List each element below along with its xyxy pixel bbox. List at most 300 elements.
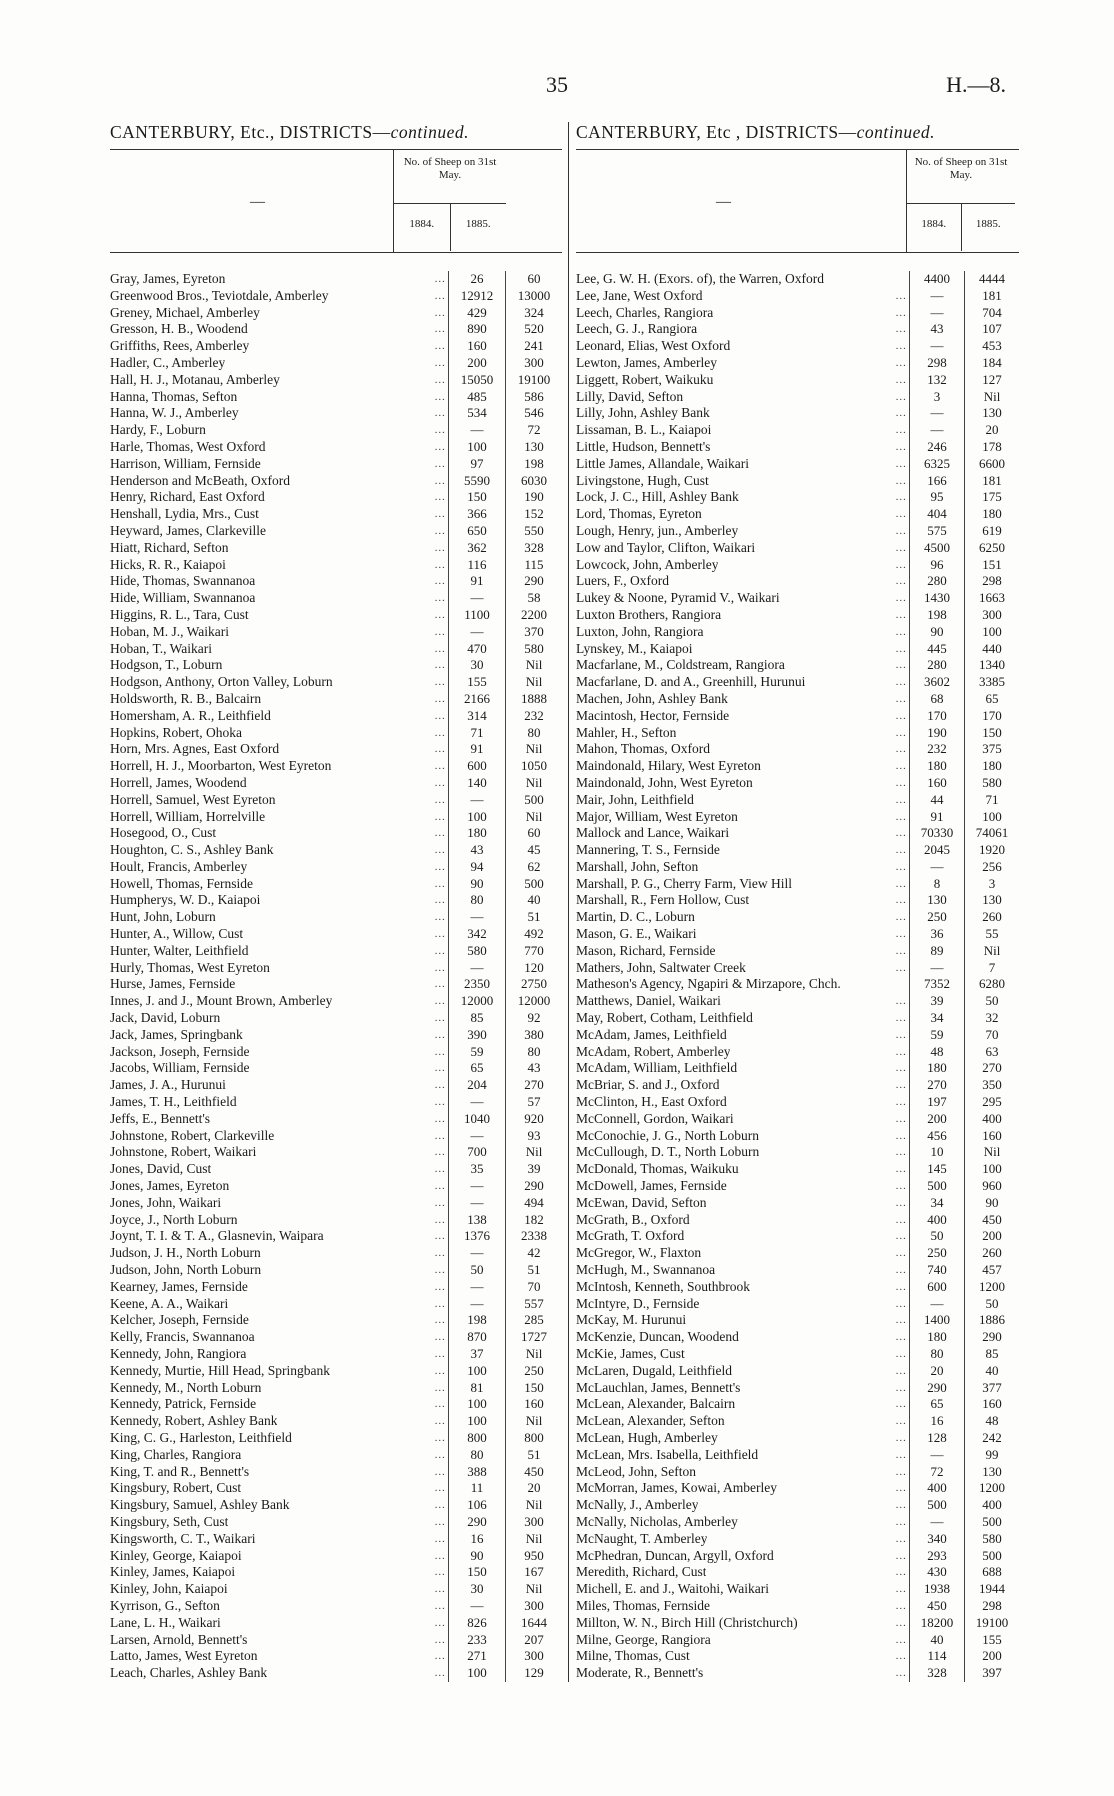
sheep-1885: 20 <box>964 422 1019 439</box>
sheep-1884: 65 <box>448 1060 505 1077</box>
sheep-1885: 377 <box>964 1380 1019 1397</box>
sheep-1884: — <box>909 422 964 439</box>
table-row <box>576 1128 1019 1145</box>
owner-name: Kingsbury, Samuel, Ashley Bank <box>110 1497 290 1513</box>
table-row <box>110 842 562 859</box>
sheep-1885: 400 <box>964 1111 1019 1128</box>
sheep-1884: 50 <box>448 1262 505 1279</box>
leader-dots: … <box>892 340 909 353</box>
owner-name: Milne, Thomas, Cust <box>576 1648 690 1664</box>
owner-name: Liggett, Robert, Waikuku <box>576 371 714 387</box>
sheep-1884: 96 <box>909 557 964 574</box>
owner-name: McKay, M. Hurunui <box>576 1312 687 1328</box>
owner-name: Houghton, C. S., Ashley Bank <box>110 842 274 858</box>
owner-name: Lewton, James, Amberley <box>576 354 717 370</box>
leader-dots: … <box>431 306 448 319</box>
leader-dots: … <box>431 608 448 621</box>
owner-name: Hopkins, Robert, Ohoka <box>110 724 242 740</box>
leader-dots: … <box>892 1616 909 1629</box>
leader-dots: … <box>431 625 448 638</box>
table-row <box>110 590 562 607</box>
owner-name: McLaren, Dugald, Leithfield <box>576 1362 732 1378</box>
table-row <box>110 355 562 372</box>
sheep-1885: 178 <box>964 439 1019 456</box>
table-row <box>110 775 562 792</box>
table-row <box>110 1027 562 1044</box>
sheep-1885: 93 <box>505 1128 562 1145</box>
sheep-1885: 1050 <box>505 758 562 775</box>
sheep-1885: 92 <box>505 1010 562 1027</box>
owner-name: Kennedy, Robert, Ashley Bank <box>110 1413 278 1429</box>
owner-name: Meredith, Richard, Cust <box>576 1564 707 1580</box>
sheep-1885: 57 <box>505 1094 562 1111</box>
sheep-1884: 91 <box>448 573 505 590</box>
leader-dots: … <box>431 575 448 588</box>
owner-name: Luers, F., Oxford <box>576 573 670 589</box>
owner-name: Lilly, John, Ashley Bank <box>576 405 710 421</box>
owner-name: Latto, James, West Eyreton <box>110 1648 258 1664</box>
sheep-1884: 430 <box>909 1564 964 1581</box>
leader-dots: … <box>431 1398 448 1411</box>
owner-name: Lissaman, B. L., Kaiapoi <box>576 422 712 438</box>
sheep-1884: 140 <box>448 775 505 792</box>
sheep-1885: Nil <box>505 1531 562 1548</box>
sheep-1884: 180 <box>909 1329 964 1346</box>
sheep-1884: 340 <box>909 1531 964 1548</box>
sheep-1885: 450 <box>964 1212 1019 1229</box>
sheep-1884: 6325 <box>909 456 964 473</box>
table-row <box>576 1548 1019 1565</box>
sheep-1884: 90 <box>448 1548 505 1565</box>
table-row <box>110 1548 562 1565</box>
owner-name: Lukey & Noone, Pyramid V., Waikari <box>576 590 780 606</box>
sheep-1884: 270 <box>909 1077 964 1094</box>
owner-name: Little, Hudson, Bennett's <box>576 438 711 454</box>
sheep-1884: 232 <box>909 741 964 758</box>
leader-dots: … <box>892 1045 909 1058</box>
table-row <box>110 422 562 439</box>
sheep-1885: Nil <box>505 674 562 691</box>
owner-name: Hadler, C., Amberley <box>110 354 226 370</box>
sheep-1884: 1938 <box>909 1581 964 1598</box>
leader-dots: … <box>892 1499 909 1512</box>
sheep-1884: 342 <box>448 926 505 943</box>
table-row <box>110 321 562 338</box>
owner-name: Keene, A. A., Waikari <box>110 1295 229 1311</box>
sheep-1884: 246 <box>909 439 964 456</box>
leader-dots: … <box>431 1465 448 1478</box>
sheep-1885: 62 <box>505 859 562 876</box>
sheep-1884: 70330 <box>909 825 964 842</box>
owner-name: Harle, Thomas, West Oxford <box>110 438 266 454</box>
sheep-1885: 300 <box>505 355 562 372</box>
sheep-1885: 375 <box>964 741 1019 758</box>
sheep-1885: 285 <box>505 1312 562 1329</box>
leader-dots: … <box>892 1465 909 1478</box>
leader-dots: … <box>431 1062 448 1075</box>
table-row <box>110 758 562 775</box>
owner-name: McGrath, T. Oxford <box>576 1228 685 1244</box>
leader-dots: … <box>431 844 448 857</box>
sheep-1885: 260 <box>964 1245 1019 1262</box>
sheep-1884: 575 <box>909 523 964 540</box>
sheep-1885: 520 <box>505 321 562 338</box>
owner-name: McKenzie, Duncan, Woodend <box>576 1329 739 1345</box>
leader-dots: … <box>892 894 909 907</box>
owner-name: Kingsbury, Robert, Cust <box>110 1480 242 1496</box>
owner-name: Humpherys, W. D., Kaiapoi <box>110 892 261 908</box>
year-1884-header: 1884. <box>907 204 962 251</box>
leader-dots: … <box>892 911 909 924</box>
sheep-1885: 2750 <box>505 976 562 993</box>
sheep-1885: 6280 <box>964 976 1019 993</box>
sheep-1885: 298 <box>964 1598 1019 1615</box>
table-row <box>576 976 1019 993</box>
sheep-1884: — <box>909 1514 964 1531</box>
leader-dots: … <box>431 323 448 336</box>
sheep-1884: 90 <box>909 624 964 641</box>
owner-name: Lough, Henry, jun., Amberley <box>576 522 739 538</box>
leader-dots: … <box>431 390 448 403</box>
sheep-1884: 826 <box>448 1615 505 1632</box>
sheep-1884: 94 <box>448 859 505 876</box>
owner-name: Henry, Richard, East Oxford <box>110 489 265 505</box>
table-row <box>110 1480 562 1497</box>
table-row <box>110 1632 562 1649</box>
sheep-1885: 380 <box>505 1027 562 1044</box>
leader-dots: … <box>431 474 448 487</box>
owner-name: McKie, James, Cust <box>576 1346 685 1361</box>
table-row <box>576 1464 1019 1481</box>
table-row <box>110 288 562 305</box>
sheep-1885: 290 <box>964 1329 1019 1346</box>
sheep-1884: 26 <box>448 271 505 288</box>
leader-dots: … <box>892 608 909 621</box>
table-row <box>576 1648 1019 1665</box>
owner-name: Lynskey, M., Kaiapoi <box>576 640 693 656</box>
leader-dots: … <box>892 508 909 521</box>
sheep-1885: 100 <box>964 1161 1019 1178</box>
sheep-1884: 404 <box>909 506 964 523</box>
owner-name: McGrath, B., Oxford <box>576 1211 690 1227</box>
sheep-1884: 16 <box>448 1531 505 1548</box>
table-row <box>110 1648 562 1665</box>
sheep-1884: — <box>448 792 505 809</box>
table-row <box>576 657 1019 674</box>
leader-dots: … <box>431 440 448 453</box>
leader-dots: … <box>892 1650 909 1663</box>
leader-dots: … <box>892 642 909 655</box>
sheep-1884: 600 <box>909 1279 964 1296</box>
owner-name: Hide, Thomas, Swannanoa <box>110 573 256 589</box>
table-row <box>576 372 1019 389</box>
leader-dots: … <box>892 1549 909 1562</box>
leader-dots: … <box>892 1482 909 1495</box>
sheep-1884: 2166 <box>448 691 505 708</box>
leader-dots: … <box>892 1213 909 1226</box>
table-row <box>576 1060 1019 1077</box>
leader-dots: … <box>892 1247 909 1260</box>
owner-name: Hiatt, Richard, Sefton <box>110 539 229 555</box>
sheep-1884: 18200 <box>909 1615 964 1632</box>
table-row <box>110 976 562 993</box>
leader-dots: … <box>431 356 448 369</box>
sheep-1885: Nil <box>505 775 562 792</box>
owner-name: McCullough, D. T., North Loburn <box>576 1144 760 1160</box>
leader-dots: … <box>892 1180 909 1193</box>
leader-dots: … <box>892 1096 909 1109</box>
leader-dots: … <box>892 1448 909 1461</box>
sheep-1884: 388 <box>448 1464 505 1481</box>
owner-name: Kennedy, Murtie, Hill Head, Springbank <box>110 1362 330 1378</box>
owner-name: Maindonald, Hilary, West Eyreton <box>576 758 761 774</box>
table-row <box>576 1396 1019 1413</box>
sheep-1884: — <box>448 1245 505 1262</box>
sheep-1885: 51 <box>505 909 562 926</box>
table-row <box>576 1245 1019 1262</box>
owner-name: Kelcher, Joseph, Fernside <box>110 1312 249 1328</box>
sheep-1885: 70 <box>964 1027 1019 1044</box>
table-row <box>110 624 562 641</box>
table-row <box>576 1564 1019 1581</box>
leader-dots: … <box>892 1633 909 1646</box>
leader-dots: … <box>431 1045 448 1058</box>
table-row <box>110 943 562 960</box>
sheep-1885: 32 <box>964 1010 1019 1027</box>
table-row <box>110 1363 562 1380</box>
owner-name: McPhedran, Duncan, Argyll, Oxford <box>576 1547 774 1563</box>
owner-name: Lowcock, John, Amberley <box>576 556 719 572</box>
table-row <box>576 1077 1019 1094</box>
sheep-1885: 63 <box>964 1044 1019 1061</box>
sheep-count-header: No. of Sheep on 31st May. 1884. 1885. <box>393 150 506 252</box>
leader-dots: … <box>892 491 909 504</box>
sheep-1884: 100 <box>448 1396 505 1413</box>
sheep-1885: 45 <box>505 842 562 859</box>
sheep-1885: 167 <box>505 1564 562 1581</box>
owner-name: Kinley, James, Kaiapoi <box>110 1564 236 1580</box>
sheep-1884: 390 <box>448 1027 505 1044</box>
sheep-1884: 1040 <box>448 1111 505 1128</box>
leader-dots: … <box>892 373 909 386</box>
sheep-1884: 362 <box>448 540 505 557</box>
table-row <box>110 456 562 473</box>
leader-dots: … <box>892 457 909 470</box>
owner-name: Gray, James, Eyreton <box>110 271 226 286</box>
sheep-1884: 198 <box>448 1312 505 1329</box>
leader-dots: … <box>892 592 909 605</box>
table-row <box>576 1632 1019 1649</box>
owner-name: Michell, E. and J., Waitohi, Waikari <box>576 1581 770 1597</box>
sheep-1884: — <box>448 909 505 926</box>
leader-dots: … <box>431 1549 448 1562</box>
sheep-1885: 160 <box>505 1396 562 1413</box>
owner-name: Mallock and Lance, Waikari <box>576 825 730 841</box>
leader-dots: … <box>431 877 448 890</box>
right-table-title: CANTERBURY, Etc , DISTRICTS—continued. <box>576 122 935 142</box>
sheep-1884: — <box>909 1447 964 1464</box>
sheep-1884: 81 <box>448 1380 505 1397</box>
sheep-1884: 90 <box>448 876 505 893</box>
owner-name: McAdam, William, Leithfield <box>576 1060 738 1076</box>
owner-name: McNally, Nicholas, Amberley <box>576 1513 738 1529</box>
sheep-1885: 950 <box>505 1548 562 1565</box>
table-row <box>576 1447 1019 1464</box>
sheep-1885: 129 <box>505 1665 562 1682</box>
sheep-1885: 300 <box>964 607 1019 624</box>
sheep-1885: 270 <box>964 1060 1019 1077</box>
leader-dots: … <box>431 1213 448 1226</box>
sheep-1884: 180 <box>448 825 505 842</box>
leader-dots: … <box>431 340 448 353</box>
sheep-1884: 314 <box>448 708 505 725</box>
table-row <box>110 1346 562 1363</box>
table-row <box>110 825 562 842</box>
leader-dots: … <box>431 659 448 672</box>
sheep-1884: 80 <box>448 1447 505 1464</box>
sheep-1885: 130 <box>964 892 1019 909</box>
sheep-1885: 400 <box>964 1497 1019 1514</box>
sheep-1884: 40 <box>909 1632 964 1649</box>
sheep-1884: 580 <box>448 943 505 960</box>
sheep-1884: 1376 <box>448 1228 505 1245</box>
table-row <box>576 1044 1019 1061</box>
leader-dots: … <box>431 541 448 554</box>
sheep-1885: 43 <box>505 1060 562 1077</box>
sheep-1885: 55 <box>964 926 1019 943</box>
leader-dots: … <box>431 810 448 823</box>
table-row <box>110 1396 562 1413</box>
sheep-1885: 440 <box>964 641 1019 658</box>
table-row <box>576 1413 1019 1430</box>
owner-name: Moderate, R., Bennett's <box>576 1665 704 1681</box>
owner-name: McMorran, James, Kowai, Amberley <box>576 1480 777 1496</box>
table-row <box>110 725 562 742</box>
sheep-1884: — <box>448 1195 505 1212</box>
sheep-1885: 580 <box>505 641 562 658</box>
leader-dots: … <box>892 541 909 554</box>
leader-dots: … <box>431 743 448 756</box>
sheep-1885: Nil <box>505 1346 562 1363</box>
table-row <box>576 1094 1019 1111</box>
owner-name: Leach, Charles, Ashley Bank <box>110 1665 268 1681</box>
document-code: H.—8. <box>946 72 1006 97</box>
leader-dots: … <box>892 844 909 857</box>
owner-name: Marshall, P. G., Cherry Farm, View Hill <box>576 875 793 891</box>
leader-dots: … <box>892 827 909 840</box>
sheep-1885: 175 <box>964 489 1019 506</box>
owner-name: Kelly, Francis, Swannanoa <box>110 1329 255 1345</box>
leader-dots: … <box>431 508 448 521</box>
leader-dots: … <box>892 1264 909 1277</box>
table-row <box>110 1531 562 1548</box>
sheep-1885: 1888 <box>505 691 562 708</box>
column-divider <box>568 122 569 1682</box>
table-row <box>110 1228 562 1245</box>
owner-name: Macfarlane, M., Coldstream, Rangiora <box>576 657 785 673</box>
sheep-1885: 155 <box>964 1632 1019 1649</box>
leader-dots: … <box>431 1515 448 1528</box>
sheep-1884: — <box>909 859 964 876</box>
owner-name: McHugh, M., Swannanoa <box>576 1262 716 1278</box>
leader-dots: … <box>892 760 909 773</box>
sheep-1885: 250 <box>505 1363 562 1380</box>
sheep-1884: — <box>909 305 964 322</box>
owner-name: Kingsbury, Seth, Cust <box>110 1513 229 1529</box>
sheep-1885: 500 <box>964 1548 1019 1565</box>
table-row <box>576 405 1019 422</box>
leader-dots: … <box>431 592 448 605</box>
sheep-1885: 151 <box>964 557 1019 574</box>
sheep-1884: 116 <box>448 557 505 574</box>
sheep-1884: 271 <box>448 1648 505 1665</box>
table-row <box>110 1447 562 1464</box>
table-row <box>110 523 562 540</box>
leader-dots: … <box>431 373 448 386</box>
table-row <box>110 1178 562 1195</box>
table-row <box>576 321 1019 338</box>
leader-dots: … <box>431 1348 448 1360</box>
sheep-1884: 12912 <box>448 288 505 305</box>
owner-name: Kennedy, John, Rangiora <box>110 1346 247 1361</box>
table-row <box>576 540 1019 557</box>
sheep-1884: 36 <box>909 926 964 943</box>
sheep-1884: 50 <box>909 1228 964 1245</box>
sheep-1885: 586 <box>505 389 562 406</box>
table-row <box>110 1044 562 1061</box>
sheep-1884: 5590 <box>448 473 505 490</box>
sheep-1885: 90 <box>964 1195 1019 1212</box>
sheep-1885: 920 <box>505 1111 562 1128</box>
sheep-1885: 152 <box>505 506 562 523</box>
table-row <box>576 859 1019 876</box>
table-row <box>110 876 562 893</box>
owner-name: Hosegood, O., Cust <box>110 825 217 841</box>
sheep-1885: 1727 <box>505 1329 562 1346</box>
owner-name: Milne, George, Rangiora <box>576 1631 711 1647</box>
sheep-1885: 457 <box>964 1262 1019 1279</box>
leader-dots: … <box>892 1381 909 1394</box>
leader-dots: … <box>431 1280 448 1293</box>
owner-name: Millton, W. N., Birch Hill (Christchurch) <box>576 1614 798 1630</box>
sheep-1885: 3385 <box>964 674 1019 691</box>
sheep-1885: 39 <box>505 1161 562 1178</box>
sheep-1885: 290 <box>505 573 562 590</box>
table-row <box>576 641 1019 658</box>
leader-dots: … <box>431 1230 448 1243</box>
sheep-1885: Nil <box>505 809 562 826</box>
owner-name: Hoult, Francis, Amberley <box>110 858 248 874</box>
leader-dots: … <box>431 1028 448 1041</box>
sheep-1884: 43 <box>448 842 505 859</box>
sheep-1885: 397 <box>964 1665 1019 1682</box>
table-row <box>576 473 1019 490</box>
sheep-1884: — <box>448 1598 505 1615</box>
sheep-1884: 170 <box>909 708 964 725</box>
sheep-1885: 200 <box>964 1648 1019 1665</box>
sheep-1884: 100 <box>448 809 505 826</box>
owner-name: Gresson, H. B., Woodend <box>110 321 248 337</box>
name-column-header: — <box>250 194 265 210</box>
table-row <box>110 1598 562 1615</box>
sheep-1884: 4400 <box>909 271 964 288</box>
owner-name: McLean, Hugh, Amberley <box>576 1429 718 1445</box>
table-row <box>110 1245 562 1262</box>
leader-dots: … <box>892 1112 909 1125</box>
table-row <box>576 1665 1019 1682</box>
leader-dots: … <box>431 1331 448 1344</box>
leader-dots: … <box>431 1180 448 1193</box>
